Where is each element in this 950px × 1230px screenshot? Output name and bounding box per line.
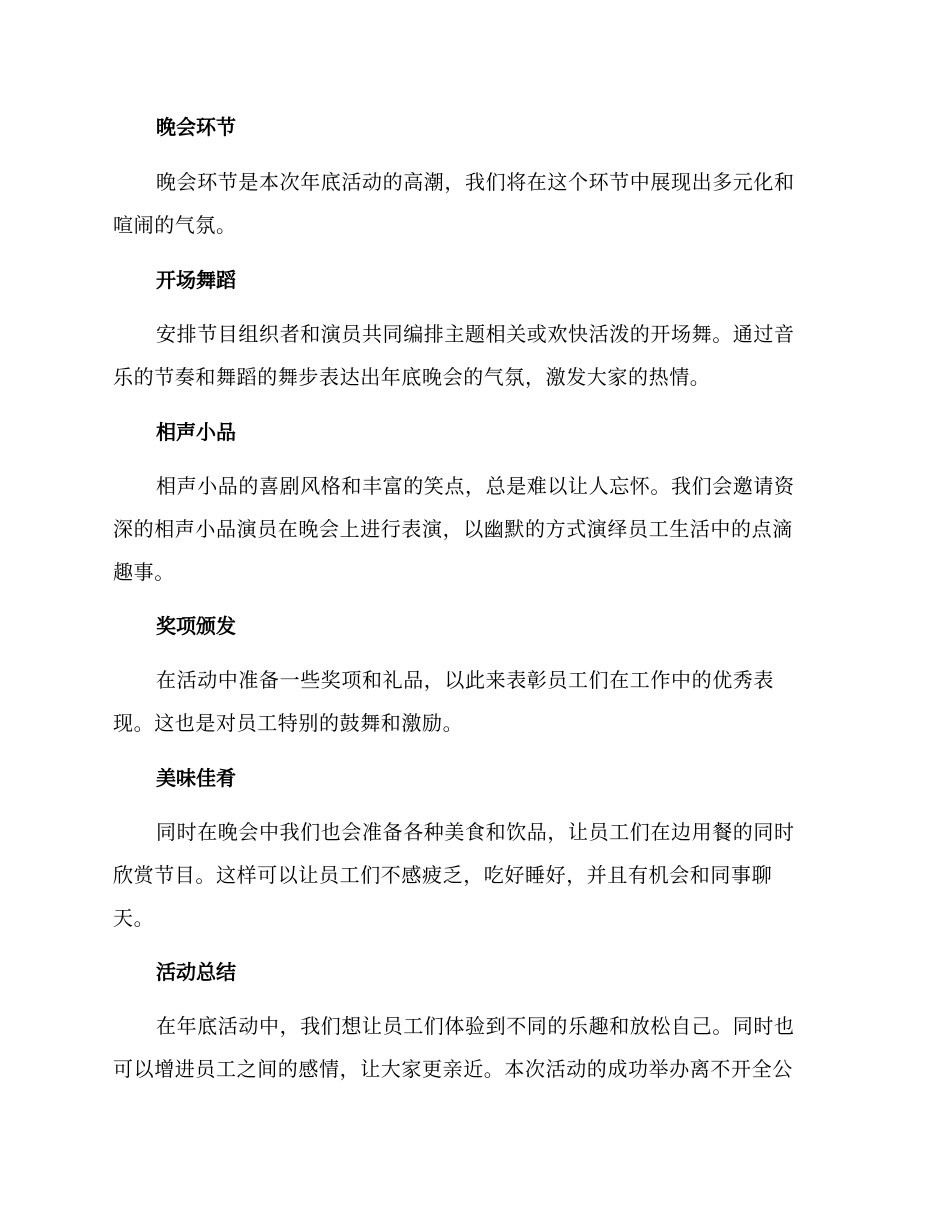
paragraph-line: 同时在晚会中我们也会准备各种美食和饮品，让员工们在边用餐的同时 [156,820,795,844]
paragraph-line: 趣事。 [113,560,175,584]
paragraph-line: 现。这也是对员工特别的鼓舞和激励。 [113,711,464,735]
section-paragraph-summary [113,1005,835,1091]
paragraph-line: 相声小品的喜剧风格和丰富的笑点，总是难以让人忘怀。我们会邀请资 [156,474,795,498]
section-heading-summary: 活动总结 [156,960,236,984]
section-heading-comedy-sketch: 相声小品 [156,420,236,444]
paragraph-line: 喧闹的气氛。 [113,213,237,237]
paragraph-line: 在年底活动中，我们想让员工们体验到不同的乐趣和放松自己。同时也 [156,1014,795,1038]
paragraph-line: 天。 [113,906,155,930]
paragraph-line: 晚会环节是本次年底活动的高潮，我们将在这个环节中展现出多元化和 [156,170,795,194]
section-paragraph-food [113,811,835,940]
paragraph-line: 在活动中准备一些奖项和礼品，以此来表彰员工们在工作中的优秀表 [156,668,774,692]
section-paragraph-comedy-sketch [113,465,835,594]
section-heading-awards: 奖项颁发 [156,614,236,638]
section-heading-evening-party: 晚会环节 [156,115,236,139]
section-paragraph-awards [113,659,835,745]
paragraph-line: 深的相声小品演员在晚会上进行表演，以幽默的方式演绎员工生活中的点滴 [113,517,793,541]
paragraph-line: 可以增进员工之间的感情，让大家更亲近。本次活动的成功举办离不开全公 [113,1057,793,1081]
section-paragraph-opening-dance [113,313,835,399]
section-heading-food: 美味佳肴 [156,766,236,790]
section-heading-opening-dance: 开场舞蹈 [156,268,236,292]
paragraph-line: 欣赏节目。这样可以让员工们不感疲乏，吃好睡好，并且有机会和同事聊 [113,863,773,887]
paragraph-line: 乐的节奏和舞蹈的舞步表达出年底晚会的气氛，激发大家的热情。 [113,365,711,389]
section-paragraph-evening-party [113,161,835,247]
paragraph-line: 安排节目组织者和演员共同编排主题相关或欢快活泼的开场舞。通过音 [156,322,795,346]
